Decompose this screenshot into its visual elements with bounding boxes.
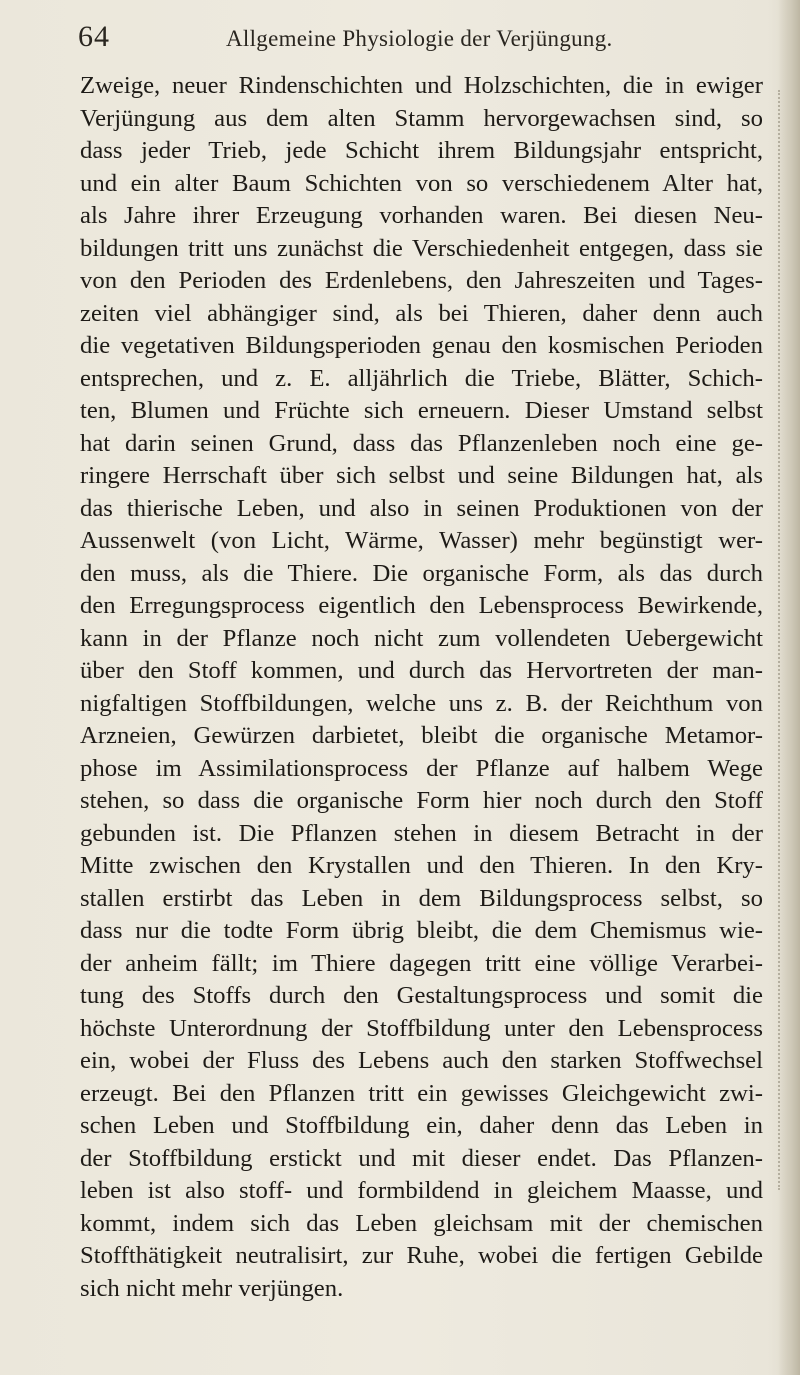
text-line-last: sich nicht mehr verjüngen. <box>80 1274 344 1302</box>
text-line: den Erregungsprocess eigentlich den Lebensprocess Bewirkende, <box>80 592 763 619</box>
text-line: als Jahre ihrer Erzeugung vorhanden waren. Bei diesen Neu- <box>80 202 763 229</box>
text-line: Verjüngung aus dem alten Stamm hervorgewachsen sind, so <box>80 104 763 132</box>
page-edge-marks <box>778 90 786 1190</box>
text-line: von den Perioden des Erdenlebens, den Jahreszeiten und Tages- <box>80 267 763 294</box>
text-line: kann in der Pflanze noch nicht zum vollendeten Uebergewicht <box>80 624 763 652</box>
text-line: tung des Stoffs durch den Gestaltungsprocess und somit die <box>80 982 763 1009</box>
text-line: ringere Herrschaft über sich selbst und seine Bildungen hat, als <box>80 462 763 489</box>
text-line: stehen, so dass die organische Form hier noch durch den Stoff <box>80 787 763 814</box>
text-line: schen Leben und Stoffbildung ein, daher denn das Leben in <box>80 1112 763 1139</box>
text-line: über den Stoff kommen, und durch das Hervortreten der man- <box>80 657 763 684</box>
text-line: stallen erstirbt das Leben in dem Bildungsprocess selbst, so <box>80 884 763 912</box>
text-line: erzeugt. Bei den Pflanzen tritt ein gewisses Gleichgewicht zwi- <box>80 1079 763 1107</box>
text-line: den muss, als die Thiere. Die organische Form, als das durch <box>80 559 763 587</box>
text-line: gebunden ist. Die Pflanzen stehen in diesem Betracht in der <box>80 819 763 847</box>
text-line: höchste Unterordnung der Stoffbildung unter den Lebensprocess <box>80 1014 763 1042</box>
text-line: Arzneien, Gewürzen darbietet, bleibt die organische Metamor- <box>80 722 763 749</box>
text-line: der anheim fällt; im Thiere dagegen tritt eine völlige Verarbei- <box>80 949 763 977</box>
running-title: Allgemeine Physiologie der Verjüngung. <box>226 26 613 51</box>
text-line: leben ist also stoff- und formbildend in gleichem Maasse, und <box>80 1177 763 1204</box>
text-line: ten, Blumen und Früchte sich erneuern. Dieser Umstand selbst <box>80 397 763 424</box>
body-paragraph <box>80 70 763 1305</box>
text-line: ein, wobei der Fluss des Lebens auch den starken Stoffwechsel <box>80 1047 763 1074</box>
page-header <box>78 18 738 68</box>
text-line: dass jeder Trieb, jede Schicht ihrem Bildungsjahr entspricht, <box>80 137 763 164</box>
text-line: kommt, indem sich das Leben gleichsam mit der chemischen <box>80 1209 763 1237</box>
text-line: die vegetativen Bildungsperioden genau den kosmischen Perioden <box>80 332 763 359</box>
text-line: Stoffthätigkeit neutralisirt, zur Ruhe, wobei die fertigen Gebilde <box>80 1242 763 1269</box>
text-line: und ein alter Baum Schichten von so verschiedenem Alter hat, <box>80 169 763 197</box>
page-number: 64 <box>78 20 110 53</box>
text-line: phose im Assimilationsprocess der Pflanze auf halbem Wege <box>80 754 763 782</box>
text-line: Aussenwelt (von Licht, Wärme, Wasser) mehr begünstigt wer- <box>80 527 763 554</box>
text-line: Mitte zwischen den Krystallen und den Thieren. In den Kry- <box>80 852 763 879</box>
text-line: dass nur die todte Form übrig bleibt, die dem Chemismus wie- <box>80 917 763 944</box>
text-line: zeiten viel abhängiger sind, als bei Thieren, daher denn auch <box>80 299 763 327</box>
text-line: entsprechen, und z. E. alljährlich die Triebe, Blätter, Schich- <box>80 364 763 392</box>
text-line: Zweige, neuer Rindenschichten und Holzschichten, die in ewiger <box>80 72 763 99</box>
text-line: bildungen tritt uns zunächst die Verschiedenheit entgegen, dass sie <box>80 234 763 262</box>
text-line: hat darin seinen Grund, dass das Pflanzenleben noch eine ge- <box>80 429 763 457</box>
page-edge-shadow <box>778 0 800 1375</box>
text-line: der Stoffbildung erstickt und mit dieser endet. Das Pflanzen- <box>80 1144 763 1172</box>
text-line: das thierische Leben, und also in seinen Produktionen von der <box>80 494 763 522</box>
text-line: nigfaltigen Stoffbildungen, welche uns z. B. der Reichthum von <box>80 689 763 717</box>
